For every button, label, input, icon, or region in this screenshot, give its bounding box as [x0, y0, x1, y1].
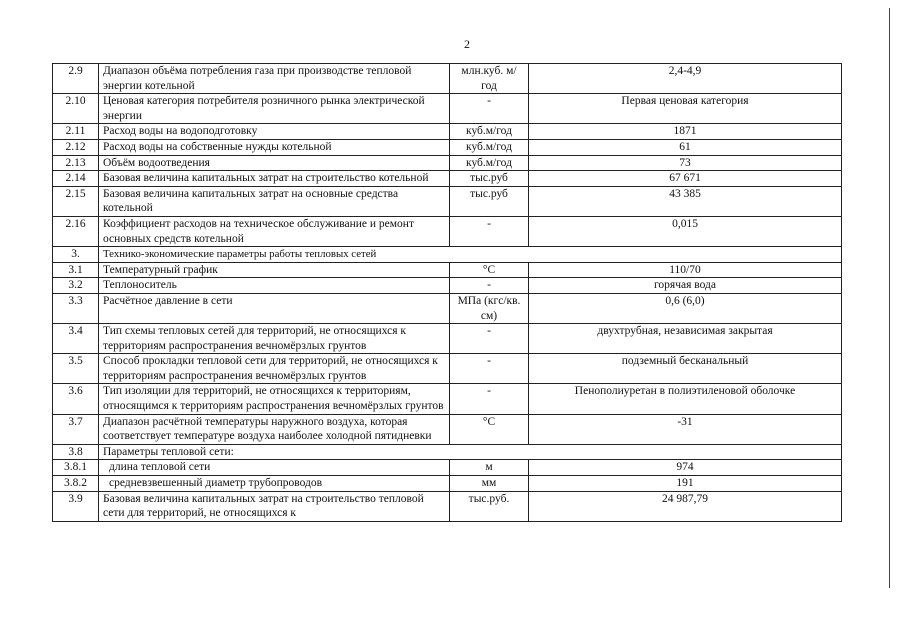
row-unit: -	[450, 216, 529, 246]
row-value: 24 987,79	[529, 491, 842, 521]
table-row	[53, 155, 842, 171]
row-unit: млн.куб. м/год	[450, 64, 529, 94]
row-number: 2.12	[53, 139, 99, 155]
parameters-table	[52, 63, 842, 522]
row-value: 61	[529, 139, 842, 155]
table-row	[53, 216, 842, 246]
row-number: 2.15	[53, 186, 99, 216]
row-value: горячая вода	[529, 278, 842, 294]
row-unit: тыс.руб	[450, 171, 529, 187]
row-number: 2.14	[53, 171, 99, 187]
row-number: 2.16	[53, 216, 99, 246]
row-description: Базовая величина капитальных затрат на основные средства котельной	[99, 186, 450, 216]
row-number: 3.5	[53, 354, 99, 384]
row-description: Ценовая категория потребителя розничного рынка электрической энергии	[99, 94, 450, 124]
table-row	[53, 64, 842, 94]
row-value: Пенополиуретан в полиэтиленовой оболочке	[529, 384, 842, 414]
row-value: -31	[529, 414, 842, 444]
row-description: Базовая величина капитальных затрат на строительство котельной	[99, 171, 450, 187]
table-row	[53, 186, 842, 216]
row-value: 1871	[529, 124, 842, 140]
row-number: 3.	[53, 247, 99, 263]
row-value: двухтрубная, независимая закрытая	[529, 324, 842, 354]
row-unit: куб.м/год	[450, 139, 529, 155]
row-description: Тип схемы тепловых сетей для территорий, не относящихся к территориям распространения вечномёрзлых грунтов	[99, 324, 450, 354]
row-unit: -	[450, 354, 529, 384]
table-row	[53, 384, 842, 414]
row-value: 67 671	[529, 171, 842, 187]
row-value: 110/70	[529, 262, 842, 278]
table-row	[53, 491, 842, 521]
row-unit: куб.м/год	[450, 124, 529, 140]
margin-rule	[889, 8, 890, 588]
page-number: 2	[464, 37, 470, 51]
table-row	[53, 262, 842, 278]
row-number: 3.7	[53, 414, 99, 444]
row-value: подземный бесканальный	[529, 354, 842, 384]
row-value: 0,015	[529, 216, 842, 246]
row-number: 3.8.1	[53, 460, 99, 476]
row-number: 3.9	[53, 491, 99, 521]
row-number: 2.11	[53, 124, 99, 140]
section-title: Технико-экономические параметры работы тепловых сетей	[99, 247, 842, 263]
row-value: Первая ценовая категория	[529, 94, 842, 124]
row-description: Диапазон объёма потребления газа при производстве тепловой энергии котельной	[99, 64, 450, 94]
section-header-row	[53, 444, 842, 460]
row-number: 3.2	[53, 278, 99, 294]
row-unit: -	[450, 278, 529, 294]
row-value: 191	[529, 476, 842, 492]
row-unit: -	[450, 324, 529, 354]
table-row	[53, 354, 842, 384]
row-number: 3.6	[53, 384, 99, 414]
row-description: длина тепловой сети	[99, 460, 450, 476]
row-description: Объём водоотведения	[99, 155, 450, 171]
row-number: 3.8	[53, 444, 99, 460]
row-value: 73	[529, 155, 842, 171]
row-value: 43 385	[529, 186, 842, 216]
row-number: 2.13	[53, 155, 99, 171]
row-unit: тыс.руб.	[450, 491, 529, 521]
table-row	[53, 476, 842, 492]
row-unit: м	[450, 460, 529, 476]
table-row	[53, 139, 842, 155]
table-row	[53, 124, 842, 140]
row-description: Тип изоляции для территорий, не относящихся к территориям, относящимся к территориям распространения вечномёрзлых грунтов	[99, 384, 450, 414]
row-description: средневзвешенный диаметр трубопроводов	[99, 476, 450, 492]
row-number: 3.3	[53, 293, 99, 323]
section-header-row	[53, 247, 842, 263]
row-unit: °С	[450, 414, 529, 444]
row-number: 3.8.2	[53, 476, 99, 492]
row-unit: МПа (кгс/кв. см)	[450, 293, 529, 323]
row-value: 974	[529, 460, 842, 476]
row-description: Расход воды на собственные нужды котельной	[99, 139, 450, 155]
row-value: 2,4-4,9	[529, 64, 842, 94]
table-row	[53, 94, 842, 124]
row-unit: куб.м/год	[450, 155, 529, 171]
row-unit: -	[450, 94, 529, 124]
row-description: Температурный график	[99, 262, 450, 278]
row-number: 3.1	[53, 262, 99, 278]
table-row	[53, 414, 842, 444]
row-number: 2.10	[53, 94, 99, 124]
table-row	[53, 293, 842, 323]
row-unit: -	[450, 384, 529, 414]
row-description: Расход воды на водоподготовку	[99, 124, 450, 140]
row-description: Расчётное давление в сети	[99, 293, 450, 323]
row-description: Коэффициент расходов на техническое обслуживание и ремонт основных средств котельной	[99, 216, 450, 246]
row-unit: °С	[450, 262, 529, 278]
row-value: 0,6 (6,0)	[529, 293, 842, 323]
row-number: 3.4	[53, 324, 99, 354]
table-row	[53, 460, 842, 476]
table-row	[53, 171, 842, 187]
row-unit: тыс.руб	[450, 186, 529, 216]
section-title: Параметры тепловой сети:	[99, 444, 842, 460]
table-row	[53, 278, 842, 294]
table-row	[53, 324, 842, 354]
row-description: Диапазон расчётной температуры наружного воздуха, которая соответствует температуре воздуха наиболее холодной пятидневки	[99, 414, 450, 444]
row-unit: мм	[450, 476, 529, 492]
row-description: Способ прокладки тепловой сети для территорий, не относящихся к территориям распространения вечномёрзлых грунтов	[99, 354, 450, 384]
row-description: Базовая величина капитальных затрат на строительство тепловой сети для территорий, не относящихся к	[99, 491, 450, 521]
row-number: 2.9	[53, 64, 99, 94]
row-description: Теплоноситель	[99, 278, 450, 294]
